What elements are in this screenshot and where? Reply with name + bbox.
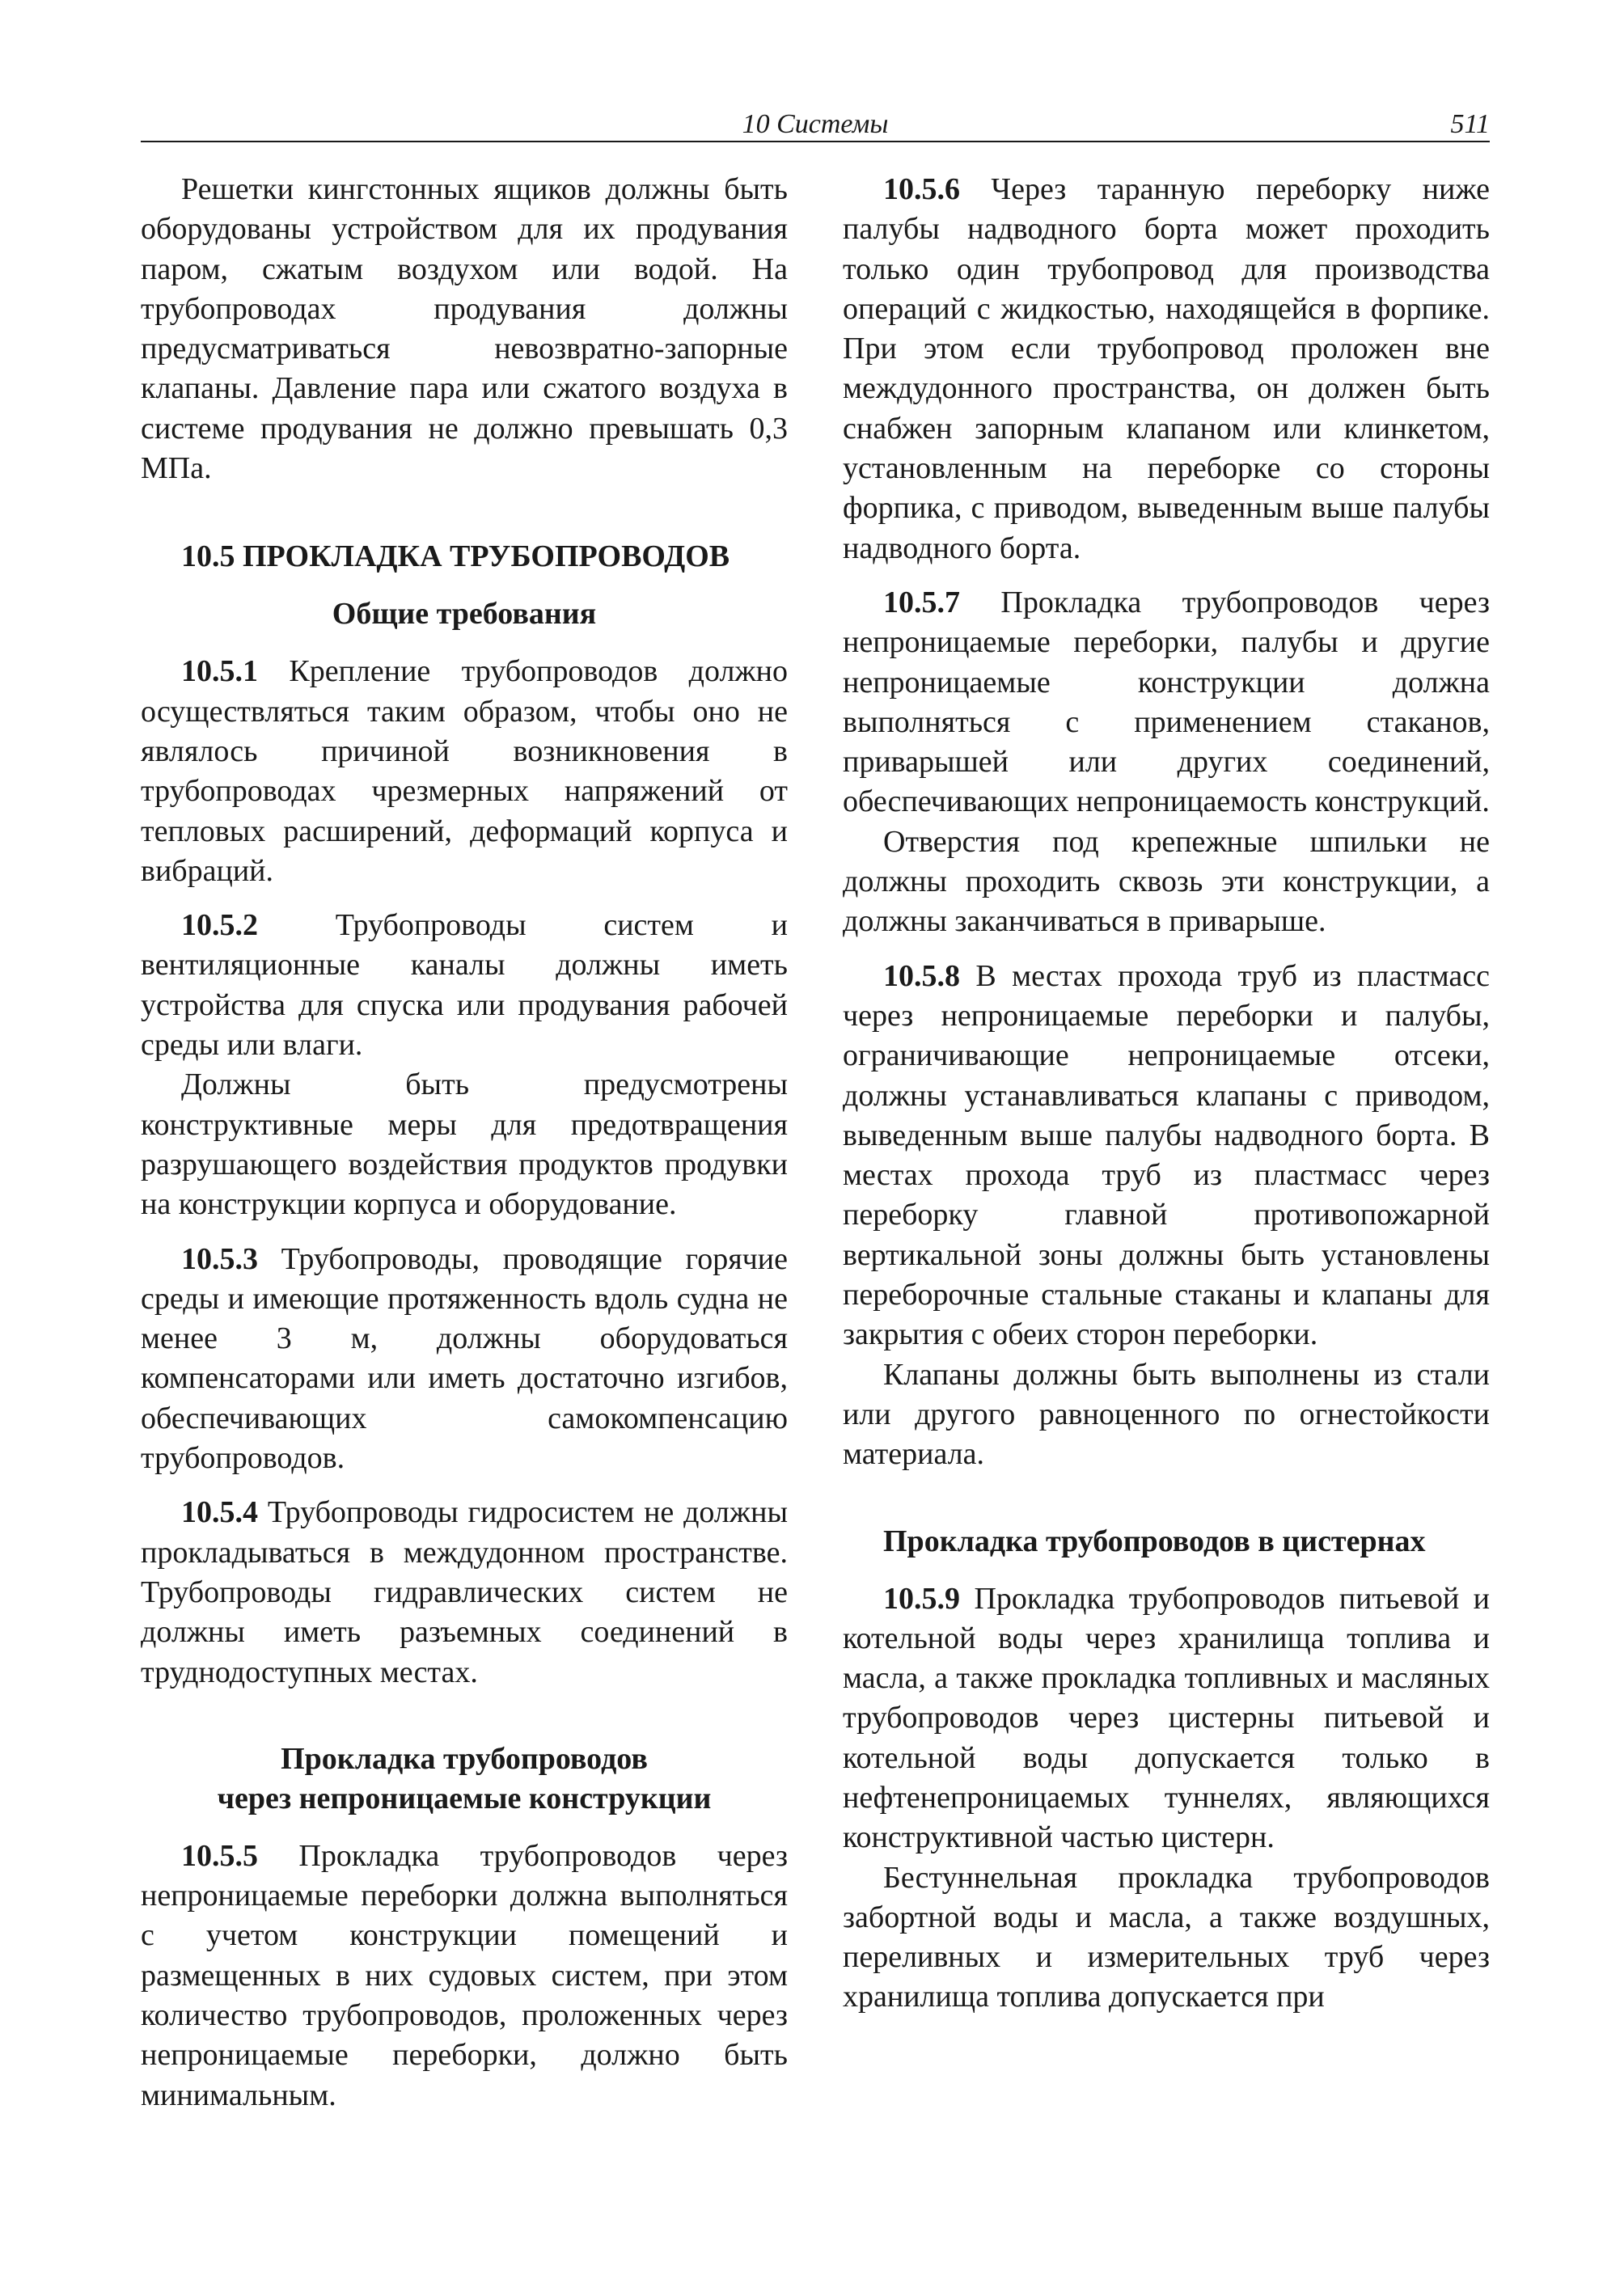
clause-number: 10.5.5	[181, 1838, 258, 1873]
clause-text: Трубопроводы гидросистем не должны прокладываться в междудонном пространстве. Трубопроводы гидравлических систем не должны иметь разъемных соединений в труднодоступных местах.	[141, 1495, 789, 1689]
paragraph-10-5-1	[141, 652, 788, 891]
paragraph-10-5-2	[141, 906, 788, 1065]
paragraph-10-5-7	[843, 583, 1490, 822]
subsection-general-requirements: Общие требования	[332, 597, 597, 632]
clause-number: 10.5.7	[883, 585, 960, 619]
subsection-line-1: Прокладка трубопроводов	[281, 1741, 648, 1776]
right-column	[843, 170, 1490, 2032]
clause-text: Прокладка трубопроводов через непроницаемые переборки, палубы и другие непроницаемые конструкции должна выполняться с применением стаканов, приварышей или других соединений, обеспечивающих непроницаемость конструкций.	[843, 585, 1490, 819]
clause-text: Прокладка трубопроводов питьевой и котельной воды через хранилища топлива и масла, а также прокладка топливных и масляных трубопроводов через цистерны питьевой и котельной воды допускается только в нефтенепроницаемых туннелях, являющихся конструктивной частью цистерн.	[843, 1581, 1490, 1855]
left-column	[141, 170, 788, 2130]
paragraph-10-5-8-continued: Клапаны должны быть выполнены из стали или другого равноценного по огнестойкости материала.	[843, 1357, 1490, 1472]
clause-text: Трубопроводы, проводящие горячие среды и имеющие протяженность вдоль судна не менее 3 м, должны оборудоваться компенсаторами или иметь достаточно изгибов, обеспечивающих самокомпенсацию трубопроводов.	[141, 1241, 788, 1476]
clause-text: Крепление трубопроводов должно осуществляться таким образом, чтобы оно не являлось причиной возникновения в трубопроводах чрезмерных напряжений от тепловых расширений, деформаций корпуса и вибраций.	[141, 654, 789, 888]
paragraph-10-5-2-continued: Должны быть предусмотрены конструктивные меры для предотвращения разрушающего воздействия продуктов продувки на конструкции корпуса и оборудование.	[141, 1067, 788, 1222]
subsection-through-watertight	[141, 1739, 788, 1819]
header-title: 10 Системы	[742, 109, 889, 139]
paragraph-10-5-5	[141, 1837, 788, 2116]
running-header	[141, 108, 1490, 142]
paragraph-10-5-7-continued: Отверстия под крепежные шпильки не должны проходить сквозь эти конструкции, а должны заканчиваться в приварыше.	[843, 824, 1490, 939]
clause-text: Через таранную переборку ниже палубы надводного борта может проходить только один трубопровод для производства операций с жидкостью, находящейся в форпике. При этом если трубопровод проложен вне междудонного пространства, он должен быть снабжен запорным клапаном или клинкетом, установленным на переборке со стороны форпика, с приводом, выведенным выше палубы надводного борта.	[843, 172, 1490, 565]
paragraph-10-5-4	[141, 1493, 788, 1692]
clause-number: 10.5.4	[181, 1495, 258, 1530]
clause-number: 10.5.8	[883, 958, 960, 993]
clause-number: 10.5.6	[883, 172, 960, 206]
clause-number: 10.5.9	[883, 1581, 960, 1616]
intro-paragraph: Решетки кингстонных ящиков должны быть оборудованы устройством для их продувания паром, сжатым воздухом или водой. На трубопроводах продувания должны предусматриваться невозвратно-запорные клапаны. Давление пара или сжатого воздуха в системе продувания не должно превышать 0,3 МПа.	[141, 172, 788, 486]
section-title: 10.5 ПРОКЛАДКА ТРУБОПРОВОДОВ	[181, 539, 730, 574]
paragraph-10-5-9-continued: Бестуннельная прокладка трубопроводов забортной воды и масла, а также воздушных, переливных и измерительных труб через хранилища топлива допускается при	[843, 1860, 1490, 2014]
clause-number: 10.5.1	[181, 654, 258, 689]
clause-text: В местах прохода труб из пластмасс через непроницаемые переборки и палубы, ограничивающие непроницаемые отсеки, должны устанавливаться клапаны с приводом, выведенным выше палубы надводного борта. В местах прохода труб из пластмасс через переборку главной противопожарной вертикальной зоны должны быть установлены переборочные стальные стаканы и клапаны для закрытия с обеих сторон переборки.	[843, 958, 1491, 1352]
clause-text: Прокладка трубопроводов через непроницаемые переборки должна выполняться с учетом конструкции помещений и размещенных в них судовых систем, при этом количество трубопроводов, проложенных через непроницаемые переборки, должно быть минимальным.	[141, 1838, 788, 2112]
paragraph-10-5-8	[843, 957, 1490, 1355]
subsection-tanks: Прокладка трубопроводов в цистернах	[883, 1524, 1426, 1558]
paragraph-10-5-9	[843, 1579, 1490, 1858]
clause-text: Трубопроводы систем и вентиляционные каналы должны иметь устройства для спуска или продувания рабочей среды или влаги.	[141, 908, 789, 1063]
page-number: 511	[1450, 109, 1490, 139]
paragraph-10-5-6	[843, 170, 1490, 569]
clause-number: 10.5.3	[181, 1241, 258, 1276]
clause-number: 10.5.2	[181, 908, 258, 943]
paragraph-10-5-3	[141, 1240, 788, 1479]
subsection-line-2: через непроницаемые конструкции	[217, 1781, 712, 1815]
